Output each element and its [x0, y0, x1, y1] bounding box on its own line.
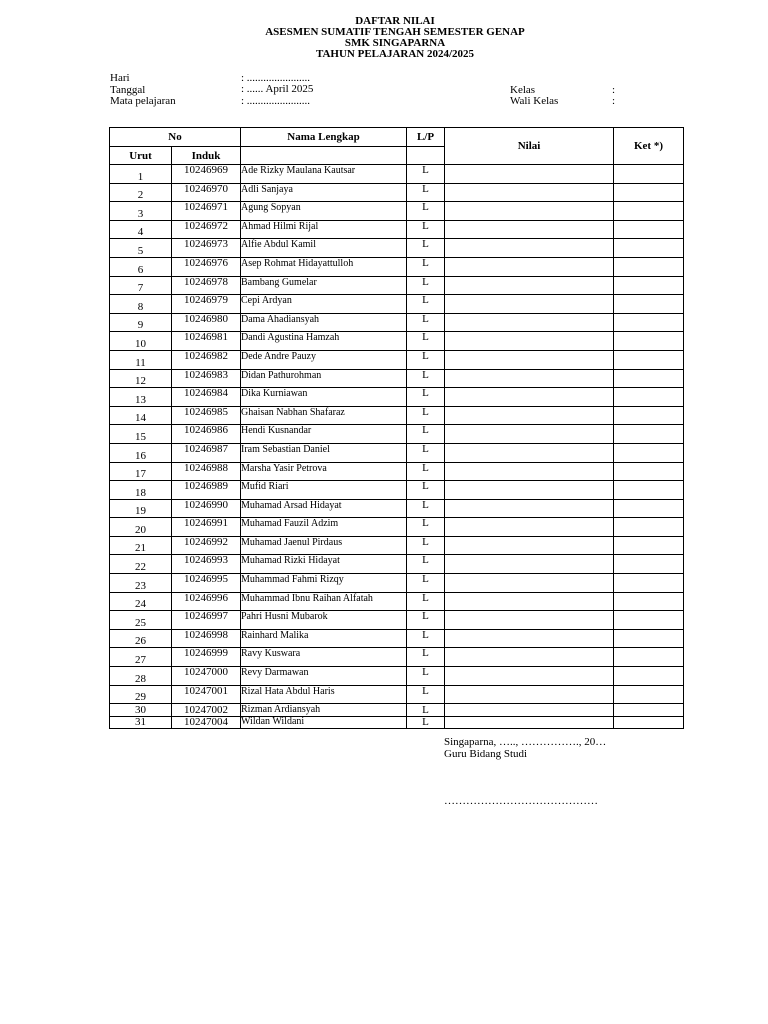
cell-nilai[interactable] [445, 462, 614, 481]
cell-ket[interactable] [614, 443, 684, 462]
title-line-2: ASESMEN SUMATIF TENGAH SEMESTER GENAP [265, 26, 525, 38]
cell-nilai[interactable] [445, 332, 614, 351]
title-line-1: DAFTAR NILAI [355, 15, 435, 27]
cell-induk: 10246989 [172, 481, 241, 500]
document-title [0, 16, 768, 60]
cell-nilai[interactable] [445, 202, 614, 221]
cell-lp: L [407, 592, 445, 611]
cell-nilai[interactable] [445, 481, 614, 500]
cell-nilai[interactable] [445, 183, 614, 202]
cell-lp: L [407, 704, 445, 717]
cell-nama: Muhammad Ibnu Raihan Alfatah [241, 592, 407, 611]
cell-nama: Dandi Agustina Hamzah [241, 332, 407, 351]
table-row [110, 239, 684, 258]
cell-induk: 10246999 [172, 648, 241, 667]
cell-ket[interactable] [614, 425, 684, 444]
table-row [110, 716, 684, 729]
table-row [110, 165, 684, 184]
cell-nilai[interactable] [445, 555, 614, 574]
cell-induk: 10246972 [172, 220, 241, 239]
cell-lp: L [407, 295, 445, 314]
cell-nama: Rainhard Malika [241, 629, 407, 648]
cell-lp: L [407, 257, 445, 276]
cell-nama: Ghaisan Nabhan Shafaraz [241, 406, 407, 425]
cell-urut: 18 [110, 481, 172, 500]
cell-nilai[interactable] [445, 685, 614, 704]
mapel-value: : ....................... [241, 95, 311, 107]
table-row [110, 648, 684, 667]
cell-ket[interactable] [614, 239, 684, 258]
table-row [110, 350, 684, 369]
cell-nama: Agung Sopyan [241, 202, 407, 221]
cell-nama: Dede Andre Pauzy [241, 350, 407, 369]
wali-kelas-label: Wali Kelas [510, 95, 559, 107]
cell-ket[interactable] [614, 388, 684, 407]
cell-induk: 10247000 [172, 667, 241, 686]
cell-induk: 10246998 [172, 629, 241, 648]
cell-nama: Cepi Ardyan [241, 295, 407, 314]
cell-induk: 10246971 [172, 202, 241, 221]
cell-lp: L [407, 574, 445, 593]
cell-ket[interactable] [614, 183, 684, 202]
table-row [110, 295, 684, 314]
cell-urut: 17 [110, 462, 172, 481]
header-lp-blank [407, 147, 445, 165]
cell-urut: 12 [110, 369, 172, 388]
cell-ket[interactable] [614, 369, 684, 388]
cell-induk: 10247001 [172, 685, 241, 704]
cell-ket[interactable] [614, 406, 684, 425]
cell-induk: 10247004 [172, 716, 241, 729]
signature-line: …………………………………… [444, 795, 598, 807]
cell-ket[interactable] [614, 202, 684, 221]
cell-nilai[interactable] [445, 220, 614, 239]
cell-ket[interactable] [614, 276, 684, 295]
cell-lp: L [407, 462, 445, 481]
table-row [110, 518, 684, 537]
cell-ket[interactable] [614, 332, 684, 351]
cell-urut: 3 [110, 202, 172, 221]
cell-lp: L [407, 685, 445, 704]
cell-urut: 16 [110, 443, 172, 462]
table-row [110, 704, 684, 717]
signature-role: Guru Bidang Studi [444, 748, 528, 760]
cell-nama: Asep Rohmat Hidayattulloh [241, 257, 407, 276]
table-row [110, 499, 684, 518]
hari-label: Hari [110, 72, 130, 84]
cell-ket[interactable] [614, 462, 684, 481]
cell-lp: L [407, 499, 445, 518]
title-line-3: SMK SINGAPARNA [344, 37, 446, 49]
table-row [110, 481, 684, 500]
header-no: No [110, 128, 241, 147]
cell-nilai[interactable] [445, 518, 614, 537]
header-nama-lengkap: Nama Lengkap [241, 128, 407, 147]
cell-induk: 10246981 [172, 332, 241, 351]
cell-nilai[interactable] [445, 611, 614, 630]
cell-induk: 10246984 [172, 388, 241, 407]
cell-ket[interactable] [614, 536, 684, 555]
cell-urut: 10 [110, 332, 172, 351]
cell-urut: 24 [110, 592, 172, 611]
table-row [110, 183, 684, 202]
cell-urut: 5 [110, 239, 172, 258]
cell-lp: L [407, 611, 445, 630]
cell-lp: L [407, 220, 445, 239]
cell-urut: 13 [110, 388, 172, 407]
cell-lp: L [407, 443, 445, 462]
cell-lp: L [407, 369, 445, 388]
table-row [110, 202, 684, 221]
cell-induk: 10246970 [172, 183, 241, 202]
cell-ket[interactable] [614, 518, 684, 537]
cell-lp: L [407, 518, 445, 537]
cell-induk: 10246987 [172, 443, 241, 462]
cell-lp: L [407, 239, 445, 258]
cell-nilai[interactable] [445, 648, 614, 667]
cell-nilai[interactable] [445, 295, 614, 314]
cell-nama: Iram Sebastian Daniel [241, 443, 407, 462]
cell-urut: 26 [110, 629, 172, 648]
kelas-value: : [612, 84, 616, 96]
cell-ket[interactable] [614, 685, 684, 704]
cell-nilai[interactable] [445, 388, 614, 407]
cell-urut: 19 [110, 499, 172, 518]
cell-urut: 1 [110, 165, 172, 184]
table-row [110, 592, 684, 611]
cell-urut: 27 [110, 648, 172, 667]
cell-induk: 10246990 [172, 499, 241, 518]
cell-nilai[interactable] [445, 165, 614, 184]
cell-urut: 23 [110, 574, 172, 593]
cell-ket[interactable] [614, 165, 684, 184]
cell-induk: 10246979 [172, 295, 241, 314]
cell-lp: L [407, 276, 445, 295]
signature-place-date: Singaparna, ….., ……………., 20… [444, 736, 607, 748]
table-row [110, 667, 684, 686]
cell-lp: L [407, 667, 445, 686]
cell-nama: Ravy Kuswara [241, 648, 407, 667]
grades-table [109, 127, 684, 729]
header-ket: Ket *) [614, 128, 684, 165]
table-row [110, 574, 684, 593]
cell-lp: L [407, 406, 445, 425]
cell-lp: L [407, 332, 445, 351]
cell-urut: 20 [110, 518, 172, 537]
cell-induk: 10246973 [172, 239, 241, 258]
cell-ket[interactable] [614, 648, 684, 667]
cell-nama: Dama Ahadiansyah [241, 313, 407, 332]
cell-urut: 9 [110, 313, 172, 332]
cell-nilai[interactable] [445, 406, 614, 425]
cell-urut: 30 [110, 704, 172, 717]
cell-lp: L [407, 425, 445, 444]
cell-ket[interactable] [614, 481, 684, 500]
cell-nama: Muhammad Fahmi Rizqy [241, 574, 407, 593]
cell-ket[interactable] [614, 295, 684, 314]
cell-nilai[interactable] [445, 350, 614, 369]
cell-ket[interactable] [614, 220, 684, 239]
table-row [110, 220, 684, 239]
cell-lp: L [407, 716, 445, 729]
cell-induk: 10246978 [172, 276, 241, 295]
table-row [110, 257, 684, 276]
cell-urut: 25 [110, 611, 172, 630]
table-row [110, 388, 684, 407]
cell-induk: 10246976 [172, 257, 241, 276]
cell-nilai[interactable] [445, 257, 614, 276]
table-row [110, 443, 684, 462]
cell-nama: Didan Pathurohman [241, 369, 407, 388]
cell-nilai[interactable] [445, 592, 614, 611]
cell-ket[interactable] [614, 574, 684, 593]
cell-induk: 10246986 [172, 425, 241, 444]
cell-ket[interactable] [614, 611, 684, 630]
table-row [110, 629, 684, 648]
cell-nama: Ade Rizky Maulana Kautsar [241, 165, 407, 184]
cell-nama: Marsha Yasir Petrova [241, 462, 407, 481]
cell-urut: 31 [110, 716, 172, 729]
table-row [110, 425, 684, 444]
table-row [110, 685, 684, 704]
cell-lp: L [407, 481, 445, 500]
header-lp: L/P [407, 128, 445, 147]
cell-nama: Muhamad Jaenul Pirdaus [241, 536, 407, 555]
cell-nilai[interactable] [445, 425, 614, 444]
cell-urut: 29 [110, 685, 172, 704]
cell-lp: L [407, 536, 445, 555]
cell-lp: L [407, 555, 445, 574]
cell-urut: 2 [110, 183, 172, 202]
cell-lp: L [407, 183, 445, 202]
cell-induk: 10246982 [172, 350, 241, 369]
cell-nama: Rizman Ardiansyah [241, 704, 407, 717]
cell-ket[interactable] [614, 592, 684, 611]
cell-urut: 6 [110, 257, 172, 276]
table-row [110, 536, 684, 555]
cell-nama: Muhamad Arsad Hidayat [241, 499, 407, 518]
cell-nilai[interactable] [445, 499, 614, 518]
cell-ket[interactable] [614, 704, 684, 717]
cell-induk: 10246995 [172, 574, 241, 593]
cell-lp: L [407, 629, 445, 648]
table-row [110, 406, 684, 425]
cell-urut: 15 [110, 425, 172, 444]
grade-rows [110, 165, 684, 729]
cell-nilai[interactable] [445, 369, 614, 388]
cell-induk: 10246980 [172, 313, 241, 332]
cell-urut: 22 [110, 555, 172, 574]
cell-lp: L [407, 388, 445, 407]
cell-ket[interactable] [614, 629, 684, 648]
cell-induk: 10246991 [172, 518, 241, 537]
cell-lp: L [407, 350, 445, 369]
table-row [110, 276, 684, 295]
cell-ket[interactable] [614, 667, 684, 686]
cell-ket[interactable] [614, 350, 684, 369]
cell-urut: 21 [110, 536, 172, 555]
cell-induk: 10246992 [172, 536, 241, 555]
wali-kelas-value: : [612, 95, 616, 107]
cell-induk: 10246985 [172, 406, 241, 425]
cell-ket[interactable] [614, 555, 684, 574]
cell-urut: 28 [110, 667, 172, 686]
cell-urut: 8 [110, 295, 172, 314]
cell-urut: 4 [110, 220, 172, 239]
mapel-label: Mata pelajaran [110, 95, 176, 107]
kelas-label: Kelas [510, 84, 536, 96]
header-nilai: Nilai [445, 128, 614, 165]
cell-urut: 11 [110, 350, 172, 369]
tanggal-label: Tanggal [110, 84, 146, 96]
cell-nilai[interactable] [445, 574, 614, 593]
cell-induk: 10246983 [172, 369, 241, 388]
cell-induk: 10246988 [172, 462, 241, 481]
cell-nilai[interactable] [445, 536, 614, 555]
cell-nama: Muhamad Rizki Hidayat [241, 555, 407, 574]
cell-lp: L [407, 313, 445, 332]
table-row [110, 369, 684, 388]
cell-nama: Wildan Wildani [241, 716, 407, 729]
header-urut: Urut [110, 147, 172, 165]
cell-ket[interactable] [614, 716, 684, 729]
cell-lp: L [407, 202, 445, 221]
cell-induk: 10246996 [172, 592, 241, 611]
cell-urut: 7 [110, 276, 172, 295]
cell-ket[interactable] [614, 313, 684, 332]
cell-nama: Rizal Hata Abdul Haris [241, 685, 407, 704]
cell-nilai[interactable] [445, 629, 614, 648]
table-row [110, 462, 684, 481]
cell-induk: 10246997 [172, 611, 241, 630]
cell-ket[interactable] [614, 257, 684, 276]
cell-nilai[interactable] [445, 704, 614, 717]
cell-nama: Muhamad Fauzil Adzim [241, 518, 407, 537]
header-nama-blank [241, 147, 407, 165]
cell-nama: Adli Sanjaya [241, 183, 407, 202]
cell-nama: Pahri Husni Mubarok [241, 611, 407, 630]
cell-nilai[interactable] [445, 239, 614, 258]
header-induk: Induk [172, 147, 241, 165]
cell-nama: Alfie Abdul Kamil [241, 239, 407, 258]
cell-urut: 14 [110, 406, 172, 425]
tanggal-value: : ...... April 2025 [241, 83, 314, 95]
cell-lp: L [407, 648, 445, 667]
cell-induk: 10246969 [172, 165, 241, 184]
hari-value: : ....................... [241, 72, 311, 84]
cell-nilai[interactable] [445, 276, 614, 295]
table-row [110, 313, 684, 332]
cell-lp: L [407, 165, 445, 184]
cell-nilai[interactable] [445, 667, 614, 686]
cell-nama: Revy Darmawan [241, 667, 407, 686]
cell-nilai[interactable] [445, 716, 614, 729]
cell-nama: Mufid Riari [241, 481, 407, 500]
table-row [110, 611, 684, 630]
cell-induk: 10246993 [172, 555, 241, 574]
cell-nilai[interactable] [445, 313, 614, 332]
cell-nama: Dika Kurniawan [241, 388, 407, 407]
cell-ket[interactable] [614, 499, 684, 518]
title-line-4: TAHUN PELAJARAN 2024/2025 [315, 48, 475, 60]
cell-nilai[interactable] [445, 443, 614, 462]
cell-induk: 10247002 [172, 704, 241, 717]
table-row [110, 332, 684, 351]
table-row [110, 555, 684, 574]
cell-nama: Bambang Gumelar [241, 276, 407, 295]
cell-nama: Hendi Kusnandar [241, 425, 407, 444]
cell-nama: Ahmad Hilmi Rijal [241, 220, 407, 239]
